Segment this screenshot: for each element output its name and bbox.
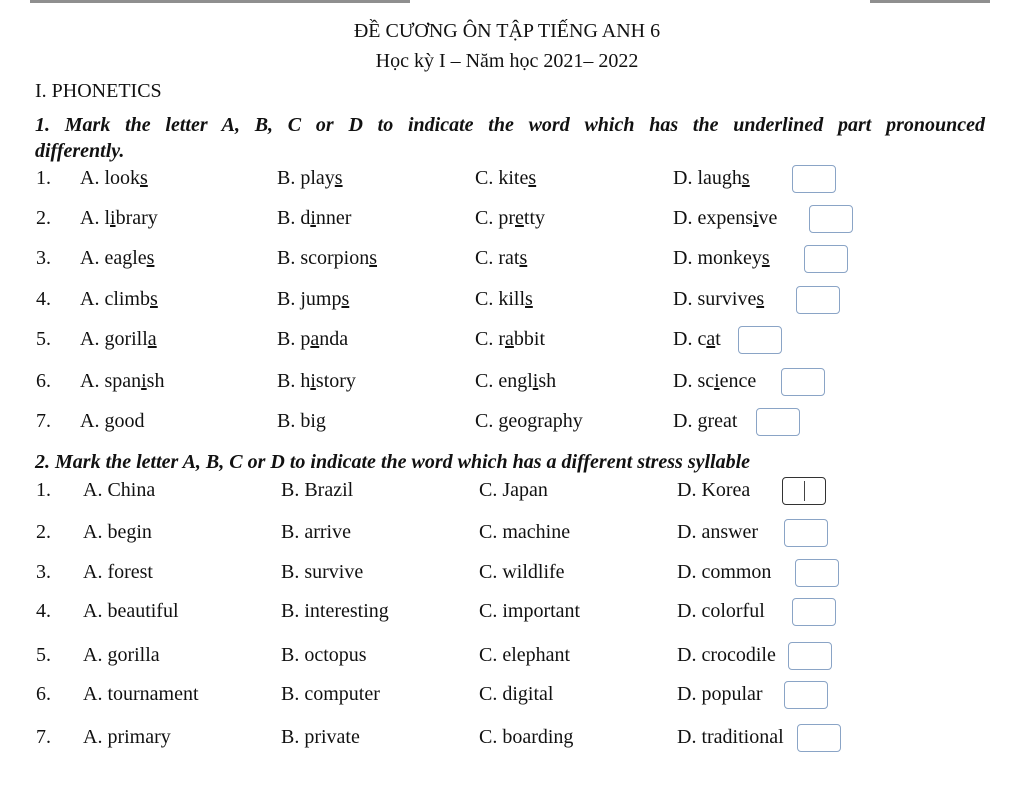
option-d[interactable]: D. great [673,410,738,432]
option-d[interactable]: D. Korea [677,479,751,501]
option-c[interactable]: C. wildlife [479,561,565,583]
option-c[interactable]: C. geography [475,410,583,432]
question-number: 3. [36,561,51,583]
underlined-part: a [505,328,514,350]
underlined-part: s [528,167,537,189]
answer-box[interactable] [809,205,853,233]
answer-box[interactable] [756,408,800,436]
option-b[interactable]: B. panda [277,328,349,350]
option-d[interactable]: D. monkeys [673,247,770,269]
option-c[interactable]: C. pretty [475,207,546,229]
answer-box[interactable] [795,559,839,587]
document-title: ĐỀ CƯƠNG ÔN TẬP TIẾNG ANH 6 [353,20,661,42]
option-a[interactable]: A. library [80,207,158,229]
underlined-part: a [706,328,716,350]
underlined-part: s [150,288,158,310]
question-number: 4. [36,288,51,310]
option-c[interactable]: C. important [479,600,581,622]
question-number: 5. [36,328,51,350]
question-row [0,644,1024,674]
option-b[interactable]: B. big [277,410,326,432]
answer-box[interactable] [784,681,828,709]
option-c[interactable]: C. rabbit [475,328,546,350]
question-row [0,479,1024,509]
option-c[interactable]: C. machine [479,521,571,543]
document-subtitle: Học kỳ I – Năm học 2021– 2022 [375,50,639,72]
option-a[interactable]: A. primary [83,726,171,748]
answer-box[interactable] [796,286,840,314]
option-a[interactable]: A. gorilla [83,644,160,666]
part1-instruction-cont: differently. [35,140,125,162]
question-row [0,600,1024,630]
option-d[interactable]: D. expensive [673,207,778,229]
option-d[interactable]: D. answer [677,521,759,543]
question-row [0,247,1024,277]
option-b[interactable]: B. scorpions [277,247,378,269]
option-d[interactable]: D. common [677,561,772,583]
underlined-part: s [741,167,750,189]
option-a[interactable]: A. good [80,410,145,432]
option-c[interactable]: C. english [475,370,557,392]
option-d[interactable]: D. science [673,370,757,392]
question-row [0,410,1024,440]
underlined-part: i [752,207,759,229]
answer-box[interactable] [797,724,841,752]
option-c[interactable]: C. kites [475,167,537,189]
question-number: 1. [36,479,51,501]
underlined-part: i [310,370,316,392]
underlined-part: s [146,247,155,269]
underlined-part: a [310,328,320,350]
option-b[interactable]: B. survive [281,561,364,583]
question-number: 4. [36,600,51,622]
question-row [0,683,1024,713]
option-b[interactable]: B. computer [281,683,380,705]
underlined-part: s [140,167,148,189]
question-row [0,726,1024,756]
underlined-part: s [525,288,533,310]
question-row [0,561,1024,591]
option-c[interactable]: C. digital [479,683,554,705]
option-a[interactable]: A. looks [80,167,148,189]
option-a[interactable]: A. China [83,479,156,501]
option-d[interactable]: D. colorful [677,600,765,622]
underlined-part: i [141,370,147,392]
question-row [0,288,1024,318]
option-d[interactable]: D. popular [677,683,763,705]
part1-instruction: 1. Mark the letter A, B, C or D to indicate the word which has the underlined part pronounced [35,114,985,136]
option-a[interactable]: A. eagles [80,247,155,269]
option-a[interactable]: A. beautiful [83,600,179,622]
question-number: 2. [36,521,51,543]
option-c[interactable]: C. rats [475,247,528,269]
question-number: 5. [36,644,51,666]
option-a[interactable]: A. forest [83,561,153,583]
option-a[interactable]: A. spanish [80,370,165,392]
question-number: 3. [36,247,51,269]
answer-box[interactable] [784,519,828,547]
underlined-part: s [341,288,350,310]
underlined-part: s [756,288,765,310]
option-b[interactable]: B. plays [277,167,343,189]
option-b[interactable]: B. octopus [281,644,367,666]
option-c[interactable]: C. elephant [479,644,571,666]
question-row [0,521,1024,551]
underlined-part: a [147,328,157,350]
option-d[interactable]: D. cat [673,328,721,350]
underlined-part: i [714,370,720,392]
answer-box[interactable] [738,326,782,354]
option-b[interactable]: B. private [281,726,360,748]
answer-box[interactable] [781,368,825,396]
option-d[interactable]: D. survives [673,288,765,310]
answer-box[interactable] [792,598,836,626]
answer-box[interactable] [782,477,826,505]
option-d[interactable]: D. traditional [677,726,784,748]
option-d[interactable]: D. crocodile [677,644,776,666]
option-b[interactable]: B. history [277,370,356,392]
top-rule-right [870,0,990,3]
question-row [0,328,1024,358]
top-rule-left [30,0,410,3]
question-number: 6. [36,683,51,705]
option-b[interactable]: B. interesting [281,600,389,622]
option-a[interactable]: A. climbs [80,288,158,310]
option-a[interactable]: A. tournament [83,683,199,705]
answer-box[interactable] [788,642,832,670]
question-number: 7. [36,410,51,432]
question-row [0,167,1024,197]
underlined-part: i [310,207,316,229]
question-row [0,370,1024,400]
part2-instruction: 2. Mark the letter A, B, C or D to indicate the word which has a different stress syllable [35,451,751,473]
question-number: 6. [36,370,51,392]
section-heading: I. PHONETICS [35,80,162,102]
underlined-part: s [369,247,378,269]
option-c[interactable]: C. kills [475,288,533,310]
question-row [0,207,1024,237]
question-number: 1. [36,167,51,189]
option-b[interactable]: B. jumps [277,288,350,310]
option-b[interactable]: B. dinner [277,207,352,229]
answer-box[interactable] [804,245,848,273]
answer-box[interactable] [792,165,836,193]
option-c[interactable]: C. Japan [479,479,548,501]
option-c[interactable]: C. boarding [479,726,574,748]
option-b[interactable]: B. Brazil [281,479,354,501]
question-number: 7. [36,726,51,748]
option-a[interactable]: A. gorilla [80,328,157,350]
question-number: 2. [36,207,51,229]
underlined-part: i [532,370,539,392]
option-a[interactable]: A. begin [83,521,152,543]
underlined-part: i [110,207,116,229]
option-b[interactable]: B. arrive [281,521,351,543]
underlined-part: s [519,247,528,269]
option-d[interactable]: D. laughs [673,167,750,189]
underlined-part: e [515,207,524,229]
underlined-part: s [334,167,343,189]
underlined-part: s [761,247,770,269]
